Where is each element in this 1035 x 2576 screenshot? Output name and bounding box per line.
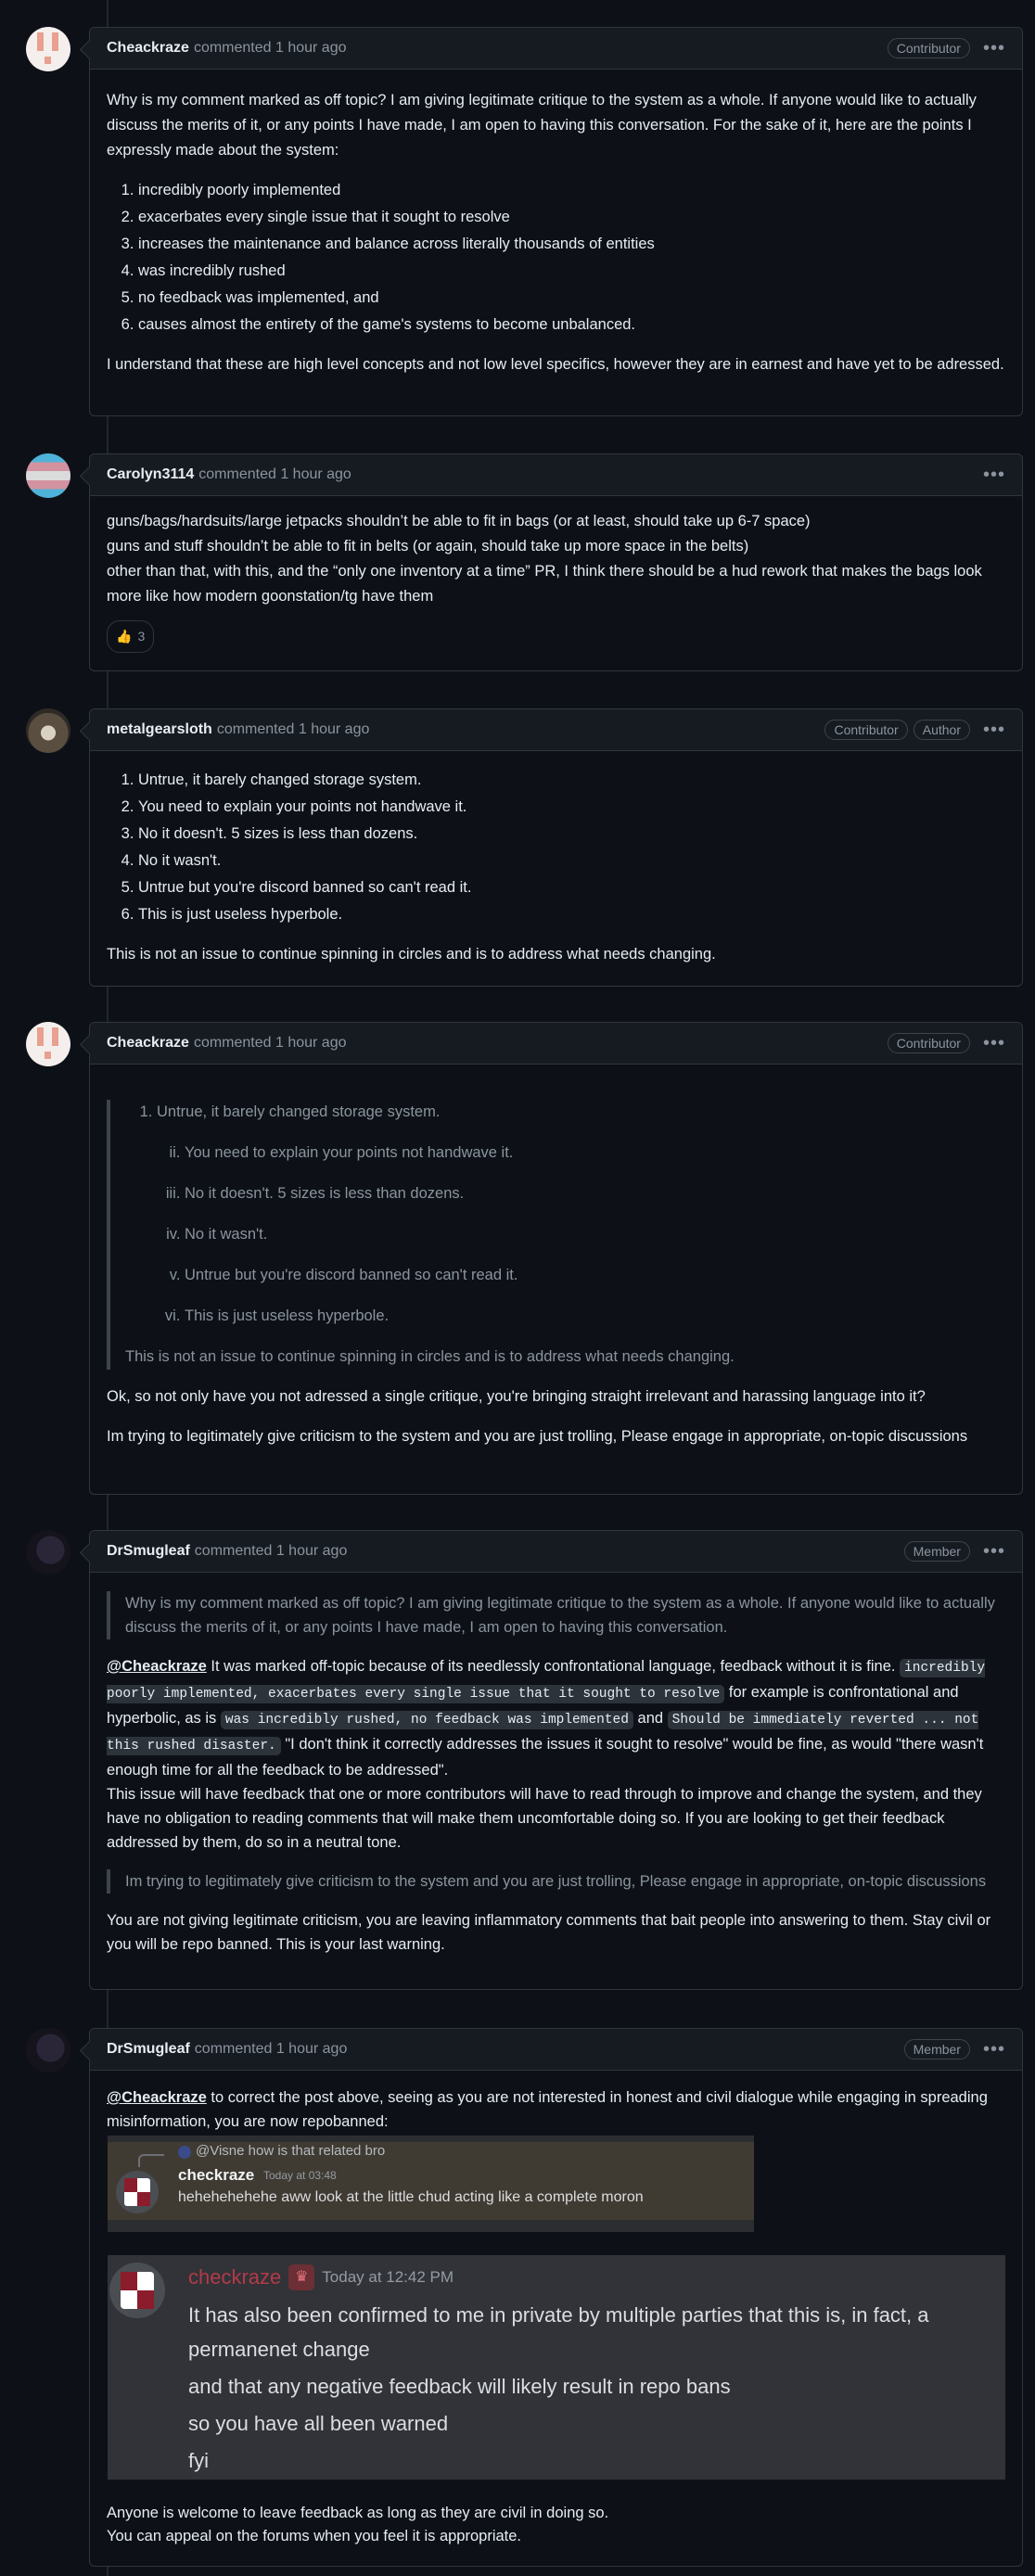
- list-item: 2. exacerbates every single issue that it sought to resolve: [138, 205, 1005, 230]
- list-item: vi. This is just useless hyperbole.: [185, 1304, 1005, 1329]
- comment-header: [90, 1023, 1022, 1065]
- list-item: 1. Untrue, it barely changed storage system.: [138, 768, 1005, 793]
- comment-header: [90, 1531, 1022, 1573]
- comment-text: You are not giving legitimate criticism, you are leaving inflammatory comments that bait people into answering to them. Stay civil or you will be repo banned. This is your last warning.: [107, 1912, 991, 1953]
- discord-line: so you have all been warned: [188, 2412, 449, 2435]
- comment-text: guns/bags/hardsuits/large jetpacks shouldn’t be able to fit in bags (or at least, should take up 6-7 space): [107, 513, 811, 529]
- author-link[interactable]: Carolyn3114: [107, 466, 195, 482]
- list-item: ii. You need to explain your points not handwave it.: [185, 1141, 1005, 1166]
- more-options-icon[interactable]: •••: [982, 1033, 1005, 1053]
- comment-text: Anyone is welcome to leave feedback as long as they are civil in doing so.: [107, 2505, 609, 2521]
- contributor-badge: Contributor: [888, 38, 970, 58]
- comment-card: [89, 1530, 1023, 1990]
- thumbs-up-icon: 👍: [116, 629, 133, 644]
- quote-text: Im trying to legitimately give criticism to the system and you are just trolling, Please engage in appropriate, on-topic discussions: [125, 1873, 987, 1890]
- discord-timestamp: Today at 12:42 PM: [322, 2268, 454, 2286]
- member-badge: Member: [904, 1541, 970, 1562]
- comment-card: [89, 27, 1023, 416]
- list-item: 2. You need to explain your points not handwave it.: [138, 795, 1005, 820]
- comment-text: to correct the post above, seeing as you are not interested in honest and civil dialogue while engaging in spreading misinformation, you are now repobanned:: [107, 2089, 988, 2130]
- discord-username: checkraze: [188, 2265, 282, 2289]
- more-options-icon[interactable]: •••: [982, 1541, 1005, 1562]
- reply-preview: @Visne how is that related bro: [196, 2143, 386, 2159]
- list-item: 3. increases the maintenance and balance across literally thousands of entities: [138, 232, 1005, 257]
- comment-text: I understand that these are high level concepts and not low level specifics, however they are in earnest and have yet to be adressed.: [107, 356, 1004, 373]
- quote-text: Why is my comment marked as off topic? I am giving legitimate critique to the system as a whole. If anyone would like to actually discuss the merits of it, or any points I have made, I am open to having this conversation.: [125, 1595, 995, 1636]
- quote-text: This is not an issue to continue spinning in circles and is to address what needs changing.: [125, 1348, 735, 1365]
- points-list: [107, 178, 1005, 338]
- list-item: 6. causes almost the entirety of the game's systems to become unbalanced.: [138, 312, 1005, 338]
- discord-message: hehehehehehe aww look at the little chud acting like a complete moron: [178, 2189, 644, 2205]
- author-link[interactable]: metalgearsloth: [107, 721, 212, 737]
- list-item: 1. Untrue, it barely changed storage system.: [157, 1100, 1005, 1125]
- discord-screenshot: [108, 2255, 1005, 2480]
- discord-avatar: [116, 2171, 159, 2213]
- more-options-icon[interactable]: •••: [982, 720, 1005, 740]
- discord-username: checkraze: [178, 2166, 255, 2184]
- timestamp[interactable]: commented 1 hour ago: [194, 2041, 348, 2057]
- list-item: 4. was incredibly rushed: [138, 259, 1005, 284]
- comment-text: for example is confrontational and hyperbolic, as is: [107, 1684, 959, 1727]
- crown-icon: ♛: [288, 2264, 314, 2290]
- contributor-badge: Contributor: [888, 1033, 970, 1053]
- comment-header: [90, 709, 1022, 751]
- discord-avatar: [109, 2263, 165, 2318]
- comment-text: It was marked off-topic because of its needlessly confrontational language, feedback without it is fine.: [206, 1658, 901, 1675]
- comment-text: Im trying to legitimately give criticism to the system and you are just trolling, Please engage in appropriate, on-topic discussions: [107, 1428, 968, 1445]
- comment-header: [90, 2029, 1022, 2071]
- discord-screenshot: [108, 2136, 754, 2232]
- comment-card: [89, 453, 1023, 671]
- comment-card: [89, 708, 1023, 987]
- list-item: 6. This is just useless hyperbole.: [138, 902, 1005, 927]
- comment-header: [90, 454, 1022, 496]
- list-item: 5. Untrue but you're discord banned so can't read it.: [138, 875, 1005, 900]
- discord-line: and that any negative feedback will likely result in repo bans: [188, 2375, 731, 2398]
- blockquote: [107, 1591, 1005, 1639]
- avatar[interactable]: [26, 2028, 70, 2072]
- author-link[interactable]: DrSmugleaf: [107, 1543, 190, 1559]
- list-item: 5. no feedback was implemented, and: [138, 286, 1005, 311]
- list-item: iii. No it doesn't. 5 sizes is less than dozens.: [185, 1181, 1005, 1206]
- avatar[interactable]: [26, 27, 70, 71]
- comment-text: This issue will have feedback that one or more contributors will have to read through to improve and change the system, and they have no obligation to reading comments that will make them uncomfortable doing so. If you are looking to get their feedback addressed by them, do so in a neutral tone.: [107, 1786, 982, 1851]
- points-list: [107, 768, 1005, 927]
- contributor-badge: Contributor: [824, 720, 907, 740]
- blockquote: [107, 1869, 1005, 1894]
- user-mention[interactable]: @Cheackraze: [107, 1658, 207, 1675]
- author-link[interactable]: DrSmugleaf: [107, 2041, 190, 2057]
- comment-text: This is not an issue to continue spinning in circles and is to address what needs changing.: [107, 946, 716, 963]
- user-mention[interactable]: @Cheackraze: [107, 2089, 207, 2106]
- comment-header: [90, 28, 1022, 70]
- comment-text: "I don't think it correctly addresses the issues it sought to resolve" would be fine, as would "there wasn't enough time for all the feedback to be addressed".: [107, 1736, 984, 1779]
- more-options-icon[interactable]: •••: [982, 38, 1005, 58]
- timestamp[interactable]: commented 1 hour ago: [193, 1035, 347, 1051]
- more-options-icon[interactable]: •••: [982, 2039, 1005, 2060]
- comment-text: Why is my comment marked as off topic? I am giving legitimate critique to the system as a whole. If anyone would like to actually discuss the merits of it, or any points I have made, I am open to having this conversation. For the sake of it, here are the points I expressly made about the system:: [107, 92, 977, 159]
- comment-text: You can appeal on the forums when you feel it is appropriate.: [107, 2528, 522, 2544]
- comment-card: [89, 1022, 1023, 1495]
- author-link[interactable]: Cheackraze: [107, 1035, 189, 1051]
- list-item: 3. No it doesn't. 5 sizes is less than dozens.: [138, 822, 1005, 847]
- list-item: 4. No it wasn't.: [138, 848, 1005, 874]
- more-options-icon[interactable]: •••: [982, 465, 1005, 485]
- timestamp[interactable]: commented 1 hour ago: [193, 40, 347, 56]
- discord-message: [188, 2298, 996, 2478]
- discord-line: fyi: [188, 2449, 209, 2472]
- author-badge: Author: [914, 720, 970, 740]
- list-item: iv. No it wasn't.: [185, 1222, 1005, 1247]
- list-item: 1. incredibly poorly implemented: [138, 178, 1005, 203]
- timestamp[interactable]: commented 1 hour ago: [198, 466, 351, 482]
- discord-timestamp: Today at 03:48: [263, 2169, 337, 2182]
- inline-code: incredibly poorly implemented, exacerbates every single issue that it sought to resolve: [107, 1661, 986, 1702]
- comment-text: guns and stuff shouldn’t be able to fit in belts (or again, should take up more space in the belts): [107, 538, 749, 555]
- blockquote: [107, 1100, 1005, 1370]
- inline-code: was incredibly rushed, no feedback was implemented: [221, 1711, 633, 1729]
- avatar[interactable]: [26, 1022, 70, 1066]
- list-item: v. Untrue but you're discord banned so can't read it.: [185, 1263, 1005, 1288]
- timestamp[interactable]: commented 1 hour ago: [216, 721, 370, 737]
- reply-avatar-icon: [178, 2146, 191, 2159]
- avatar[interactable]: [26, 1530, 70, 1575]
- inline-code: Should be immediately reverted ... not this rushed disaster.: [107, 1713, 979, 1753]
- comment-text: Ok, so not only have you not adressed a single critique, you're bringing straight irrelevant and harassing language into it?: [107, 1388, 926, 1405]
- avatar[interactable]: [26, 453, 70, 498]
- author-link[interactable]: Cheackraze: [107, 40, 189, 56]
- avatar[interactable]: [26, 708, 70, 753]
- comment-card: [89, 2028, 1023, 2567]
- comment-text: and: [632, 1710, 668, 1727]
- timestamp[interactable]: commented 1 hour ago: [194, 1543, 348, 1559]
- member-badge: Member: [904, 2039, 970, 2060]
- reaction-count: 3: [137, 629, 146, 644]
- thumbs-up-reaction[interactable]: [107, 620, 154, 653]
- comment-text: other than that, with this, and the “only one inventory at a time” PR, I think there should be a hud rework that makes the bags look more like how modern goonstation/tg have them: [107, 563, 982, 605]
- discord-line: It has also been confirmed to me in private by multiple parties that this is, in fact, a permanenet change: [188, 2303, 929, 2361]
